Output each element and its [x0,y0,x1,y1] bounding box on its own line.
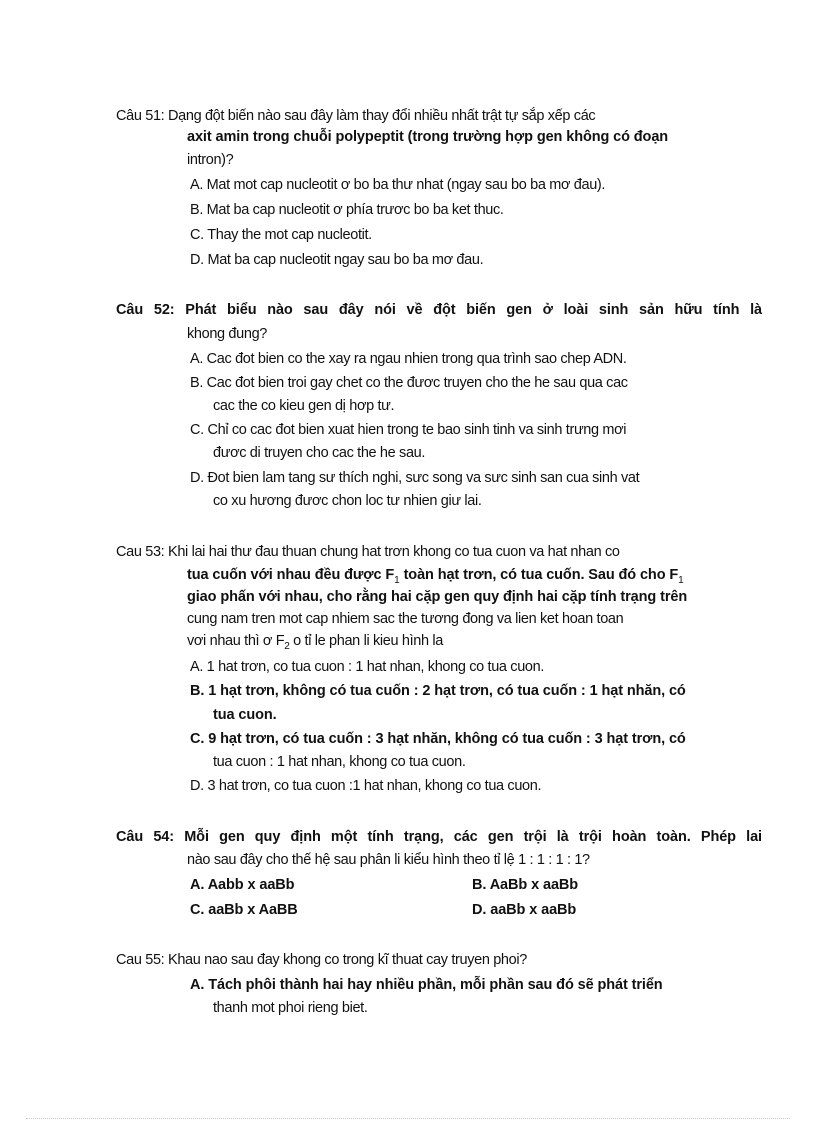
answer-option-a: A. 1 hat trơn, co tua cuon : 1 hat nhan, khong co tua cuon. [190,659,545,675]
stem-text: toàn hạt trơn, có tua cuốn. Sau đó cho F [403,567,679,583]
question-stem-line [187,566,684,590]
question-stem-line: Câu 52: Phát biểu nào sau đây nói về đột biến gen ở loài sinh sản hữu tính là [116,302,762,318]
answer-option-continuation: tua cuon. [213,707,277,723]
answer-option-a: A. Tách phôi thành hai hay nhiều phần, mỗi phần sau đó sẽ phát triển [190,977,663,993]
question-stem-line: khong đung? [187,326,268,342]
answer-option-a: A. Mat mot cap nucleotit ơ bo ba thư nhat (ngay sau bo ba mơ đau). [190,177,606,193]
question-stem-line: axit amin trong chuỗi polypeptit (trong trường hợp gen không có đoạn [187,129,669,145]
question-stem-line: nào sau đây cho thế hệ sau phân li kiểu hình theo tỉ lệ 1 : 1 : 1 : 1? [187,852,590,868]
question-stem-line: cung nam tren mot cap nhiem sac the tương đong va lien ket hoan toan [187,611,624,627]
answer-option-continuation: đươc di truyen cho cac the he sau. [213,445,426,461]
answer-option-continuation: co xu hương đươc chon loc tư nhien giư lai. [213,493,482,509]
answer-option-d: D. Đot bien lam tang sư thích nghi, sưc song va sưc sinh san cua sinh vat [190,470,640,486]
subscript: 1 [394,574,400,586]
question-stem-line: Cau 55: Khau nao sau đay khong co trong kĩ thuat cay truyen phoi? [116,952,527,968]
answer-option-b: B. Cac đot bien troi gay chet co the đươc truyen cho the he sau qua cac [190,375,628,391]
answer-option-b: B. 1 hạt trơn, không có tua cuốn : 2 hạt trơn, có tua cuốn : 1 hạt nhăn, có [190,683,686,699]
stem-text: o tỉ le phan li kieu hình la [289,633,443,649]
question-stem-line: giao phấn với nhau, cho rằng hai cặp gen quy định hai cặp tính trạng trên [187,589,688,605]
question-stem-line [187,632,443,656]
answer-option-a: A. Aabb x aaBb [190,877,295,893]
answer-option-b: B. Mat ba cap nucleotit ơ phía trươc bo ba ket thuc. [190,202,504,218]
answer-option-c: C. Chỉ co cac đot bien xuat hien trong te bao sinh tinh va sinh trưng mơi [190,422,627,438]
answer-option-c: C. aaBb x AaBB [190,902,298,918]
subscript: 2 [284,640,290,652]
answer-option-continuation: cac the co kieu gen dị hơp tư. [213,398,395,414]
answer-option-d: D. Mat ba cap nucleotit ngay sau bo ba mơ đau. [190,252,484,268]
answer-option-d: D. aaBb x aaBb [472,902,577,918]
answer-option-c: C. 9 hạt trơn, có tua cuốn : 3 hạt nhăn, không có tua cuốn : 3 hạt trơn, có [190,731,686,747]
question-stem-line: Câu 54: Mỗi gen quy định một tính trạng, các gen trội là trội hoàn toàn. Phép lai [116,829,762,845]
answer-option-continuation: thanh mot phoi rieng biet. [213,1000,368,1016]
answer-option-continuation: tua cuon : 1 hat nhan, khong co tua cuon. [213,754,466,770]
subscript: 1 [678,574,684,586]
stem-text: tua cuốn với nhau đều được F [187,567,395,583]
question-stem-line: intron)? [187,152,234,168]
question-stem-line: Cau 53: Khi lai hai thư đau thuan chung hat trơn khong co tua cuon va hat nhan co [116,544,620,560]
answer-option-d: D. 3 hat trơn, co tua cuon :1 hat nhan, khong co tua cuon. [190,778,542,794]
answer-option-a: A. Cac đot bien co the xay ra ngau nhien trong qua trình sao chep ADN. [190,351,627,367]
question-stem-line: Câu 51: Dạng đột biến nào sau đây làm thay đổi nhiều nhất trật tự sắp xếp các [116,108,596,124]
answer-option-c: C. Thay the mot cap nucleotit. [190,227,372,243]
stem-text: vơi nhau thì ơ F [187,633,285,649]
answer-option-b: B. AaBb x aaBb [472,877,579,893]
page-bottom-divider [26,1118,790,1119]
